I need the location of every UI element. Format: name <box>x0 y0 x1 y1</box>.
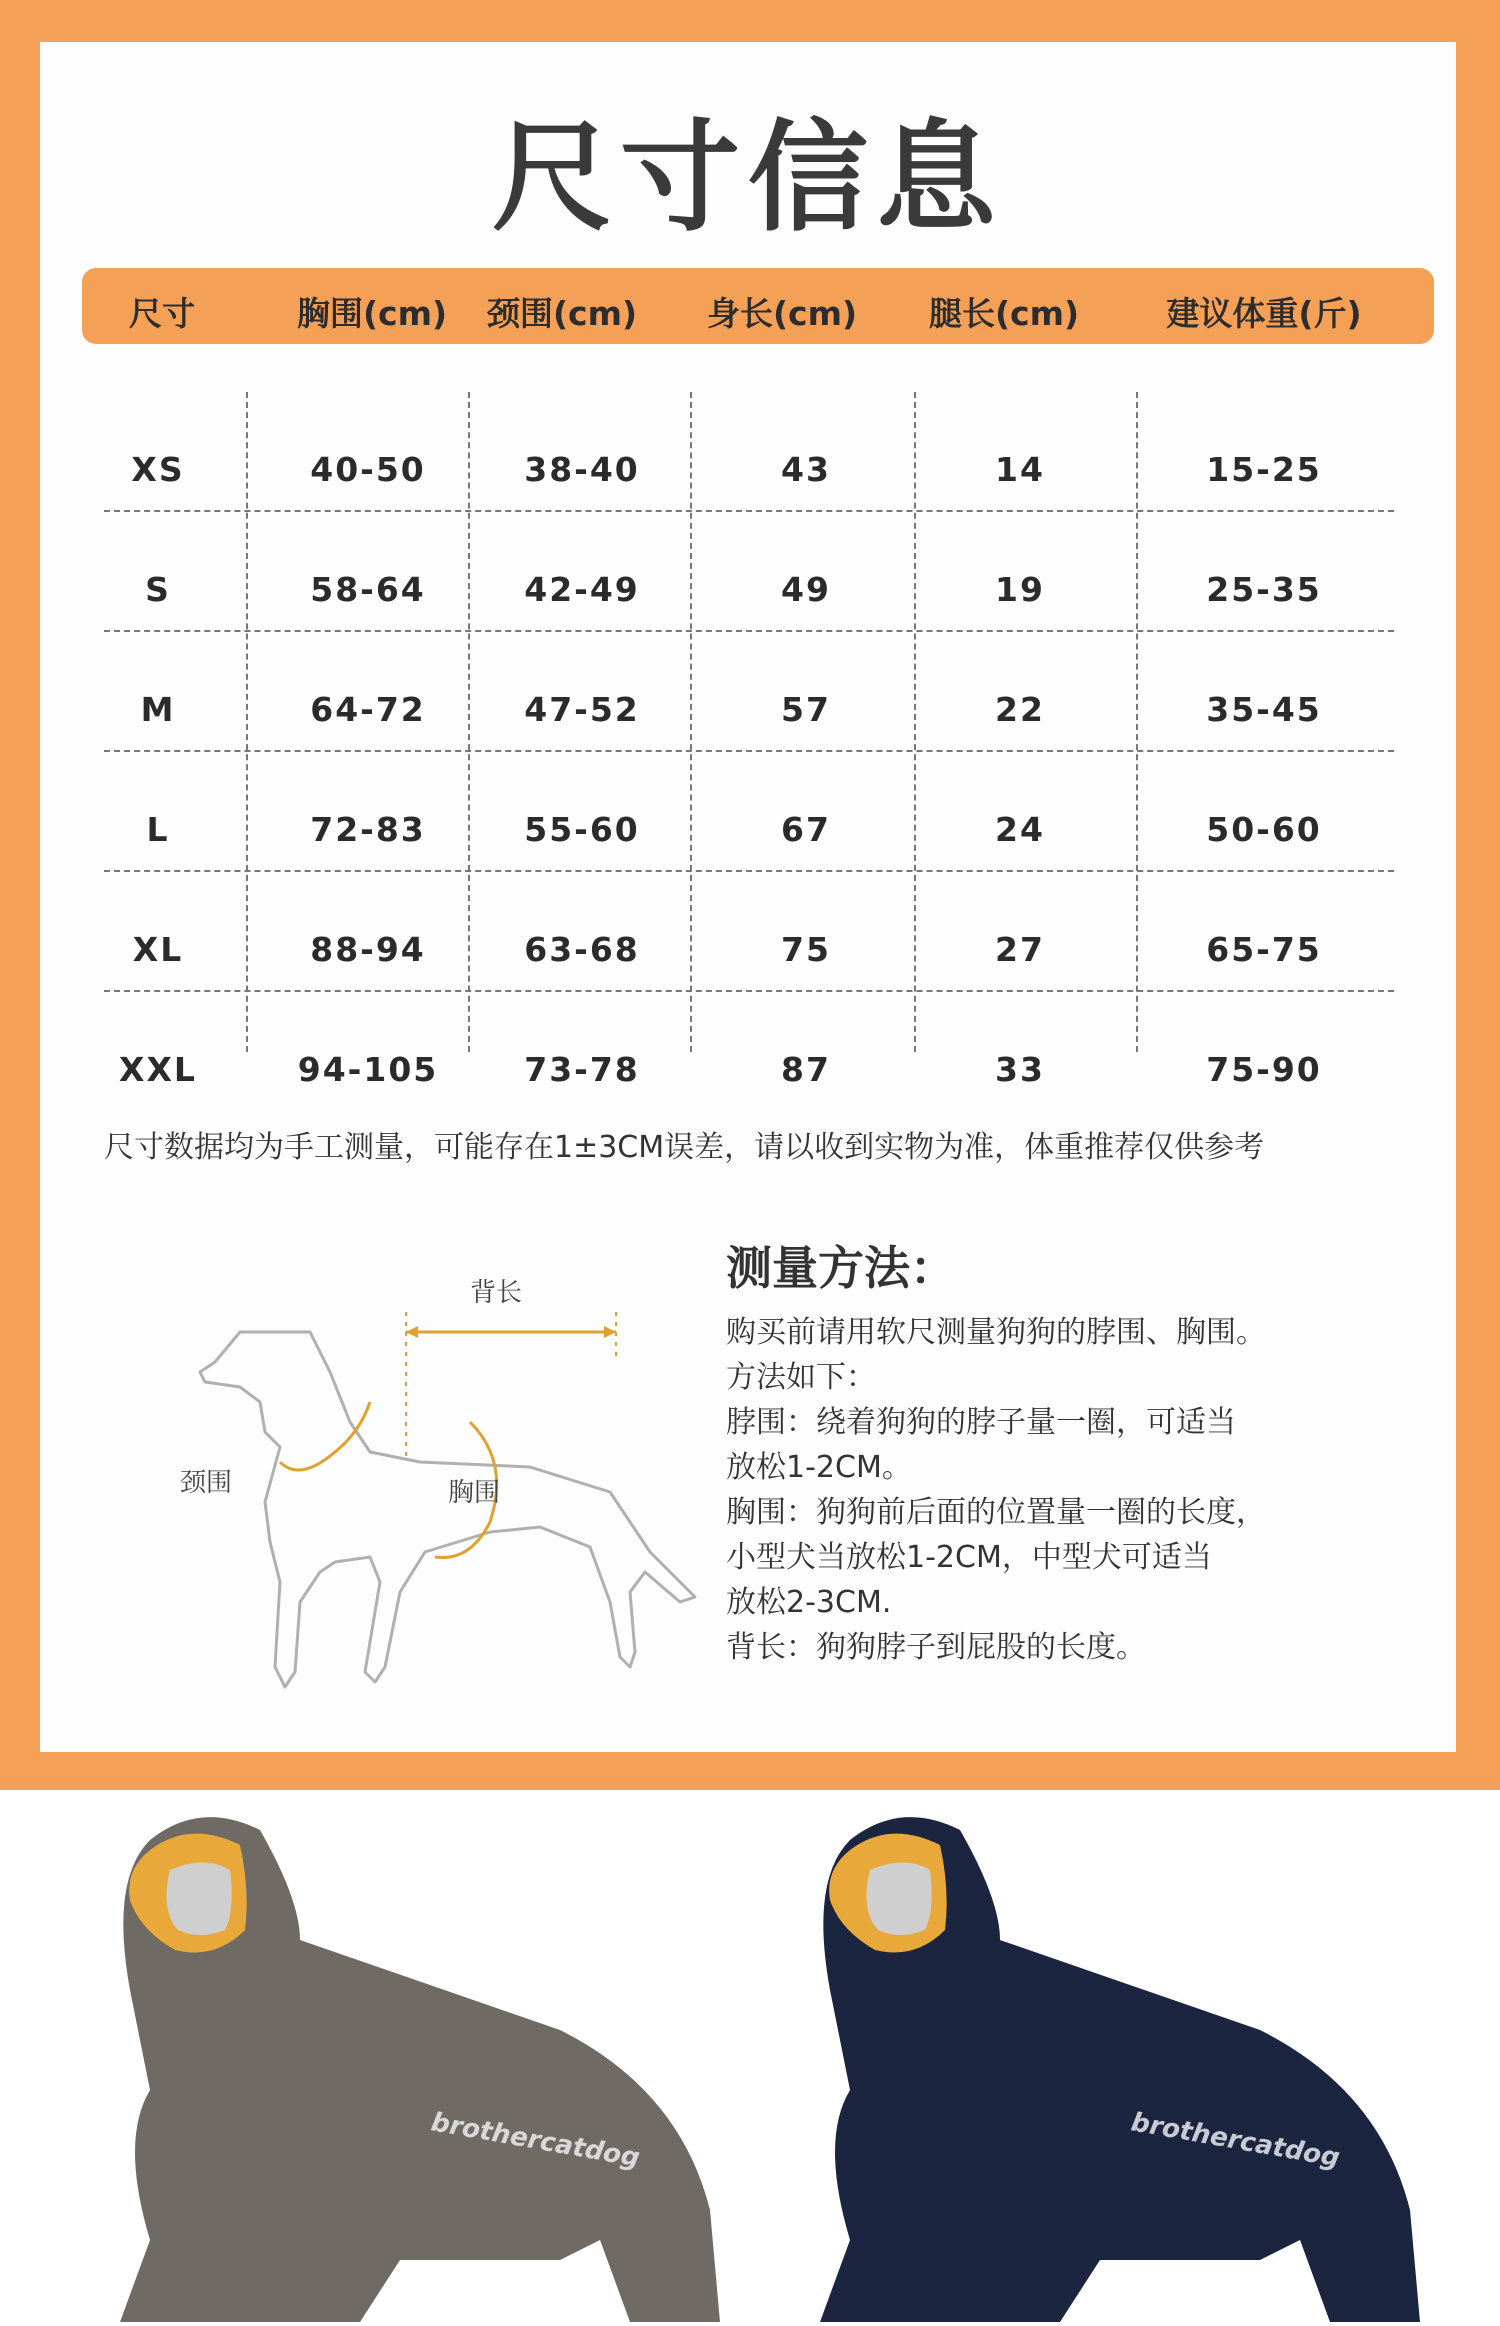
brand-text: brothercatdog <box>428 2107 642 2174</box>
navy-raincoat-image <box>820 1817 1420 2322</box>
leg-length-cell: 33 <box>995 1050 1045 1089</box>
size-cell: M <box>140 690 176 729</box>
size-cell: S <box>145 570 171 609</box>
header-weight: 建议体重(斤) <box>1166 294 1362 333</box>
chest-cell: 40-50 <box>310 450 426 489</box>
weight-cell: 65-75 <box>1206 930 1322 969</box>
back-length-label: 背长 <box>470 1278 523 1308</box>
body-length-cell: 87 <box>781 1050 831 1089</box>
neck-label: 颈围 <box>180 1468 233 1498</box>
neck-cell: 55-60 <box>524 810 640 849</box>
row-divider <box>104 750 1394 752</box>
method-line: 脖围：绕着狗狗的脖子量一圈，可适当 <box>726 1405 1236 1440</box>
body-length-cell: 43 <box>781 450 831 489</box>
product-photos <box>0 1790 1500 2322</box>
size-cell: L <box>146 810 170 849</box>
size-cell: XXL <box>119 1050 197 1089</box>
size-info-card <box>40 42 1456 1752</box>
chest-cell: 72-83 <box>310 810 426 849</box>
weight-cell: 15-25 <box>1206 450 1322 489</box>
neck-cell: 42-49 <box>524 570 640 609</box>
row-divider <box>104 990 1394 992</box>
leg-length-cell: 24 <box>995 810 1045 849</box>
row-divider <box>104 510 1394 512</box>
method-line: 方法如下： <box>726 1360 876 1395</box>
weight-cell: 50-60 <box>1206 810 1322 849</box>
method-line: 放松2-3CM. <box>726 1585 892 1620</box>
header-body-length: 身长(cm) <box>706 294 858 333</box>
measurement-note: 尺寸数据均为手工测量，可能存在1±3CM误差，请以收到实物为准，体重推荐仅供参考 <box>104 1130 1265 1165</box>
chest-cell: 58-64 <box>310 570 426 609</box>
column-divider <box>914 392 916 1052</box>
size-table <box>40 342 1456 1089</box>
body-length-cell: 67 <box>781 810 831 849</box>
row-divider <box>104 870 1394 872</box>
size-cell: XL <box>132 930 184 969</box>
weight-cell: 35-45 <box>1206 690 1322 729</box>
chest-cell: 64-72 <box>310 690 426 729</box>
raincoat-products-icon <box>0 1790 1500 2322</box>
header-size: 尺寸 <box>129 294 195 333</box>
dog-measurement-diagram <box>170 1272 730 1732</box>
method-instructions <box>726 1310 1266 1670</box>
neck-cell: 38-40 <box>524 450 640 489</box>
header-leg-length: 腿长(cm) <box>928 294 1080 333</box>
weight-cell: 25-35 <box>1206 570 1322 609</box>
brand-text: brothercatdog <box>1128 2107 1342 2174</box>
method-line: 购买前请用软尺测量狗狗的脖围、胸围。 <box>726 1315 1266 1350</box>
neck-cell: 63-68 <box>524 930 640 969</box>
body-length-cell: 57 <box>781 690 831 729</box>
body-length-cell: 49 <box>781 570 831 609</box>
table-header <box>82 268 1434 344</box>
neck-cell: 73-78 <box>524 1050 640 1089</box>
leg-length-cell: 14 <box>995 450 1045 489</box>
chest-label: 胸围 <box>448 1478 501 1508</box>
neck-cell: 47-52 <box>524 690 640 729</box>
method-line: 背长：狗狗脖子到屁股的长度。 <box>726 1630 1146 1665</box>
leg-length-cell: 27 <box>995 930 1045 969</box>
method-line: 放松1-2CM。 <box>726 1450 912 1485</box>
header-neck: 颈围(cm) <box>486 294 638 333</box>
weight-cell: 75-90 <box>1206 1050 1322 1089</box>
column-divider <box>468 392 470 1052</box>
method-title: 测量方法： <box>726 1241 956 1295</box>
size-cell: XS <box>131 450 185 489</box>
column-divider <box>1136 392 1138 1052</box>
method-line: 胸围：狗狗前后面的位置量一圈的长度， <box>726 1495 1266 1530</box>
leg-length-cell: 19 <box>995 570 1045 609</box>
page-title: 尺寸信息 <box>492 109 1004 248</box>
header-chest: 胸围(cm) <box>296 294 448 333</box>
leg-length-cell: 22 <box>995 690 1045 729</box>
column-divider <box>690 392 692 1052</box>
chest-cell: 94-105 <box>297 1050 439 1089</box>
neck-measure-arrow <box>280 1402 370 1470</box>
row-divider <box>104 630 1394 632</box>
chest-cell: 88-94 <box>310 930 426 969</box>
column-divider <box>246 392 248 1052</box>
body-length-cell: 75 <box>781 930 831 969</box>
method-line: 小型犬当放松1-2CM，中型犬可适当 <box>726 1540 1212 1575</box>
grey-raincoat-image <box>120 1817 720 2322</box>
